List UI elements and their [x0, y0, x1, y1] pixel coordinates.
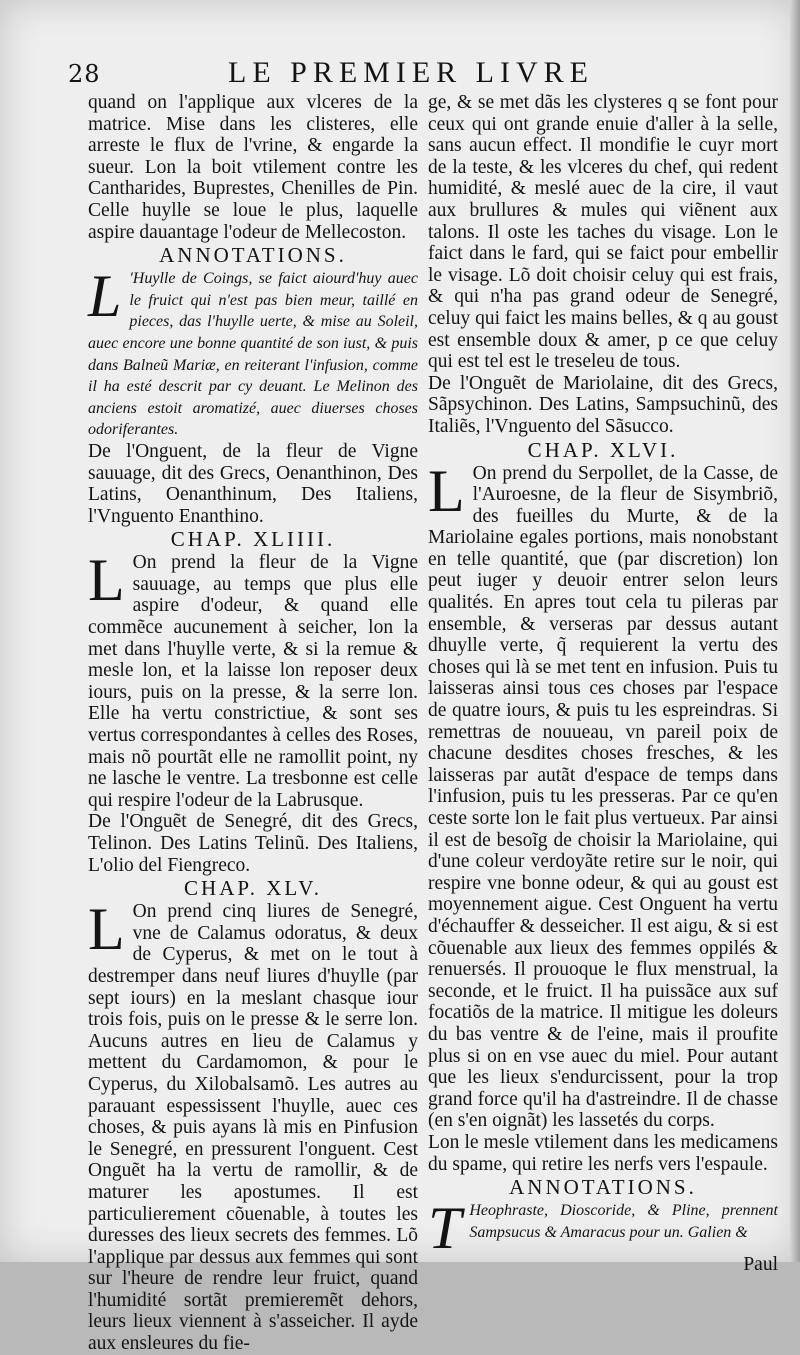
drop-cap: L: [88, 896, 125, 963]
drop-cap: L: [88, 263, 122, 330]
drop-cap: T: [428, 1195, 462, 1262]
left-paragraph-1: quand on l'applique aux vlceres de la matrice. Mise dans les clisteres, elle arreste le flux de l'vrine, & engarde la sueur. Lon la boit vtilement contre les Cantharides, Buprestes, Chenilles de Pin. Celle huylle se loue le plus, laquelle aspire dauantage l'odeur de Mellecoston.: [88, 92, 418, 243]
annotation-text: 'Huylle de Coings, se faict aiourd'huy auec le fruict qui n'est pas bien meur, taillé en pieces, das l'huylle uerte, & mise au Soleil, auec encore une bonne quantité de son iust, & puis dans Balneũ Mariæ, en reiterant l'infusion, comme il ha esté descrit par cy deuant. Le Melinon des anciens estoit aromatizé, auec diuerses choses odoriferantes.: [88, 270, 418, 439]
chapter-44-body: On prend la fleur de la Vigne sauuage, au temps que plus elle aspire d'odeur, & quand elle commẽce aucunement à seicher, lon la met dans l'huylle verte, & si la remue & mesle lon, et la laisse lon reposer deux iours, puis on la presse, & la serre lon. Elle ha vertu constrictiue, & sont ses vertus correspondantes à celles des Roses, mais nõ pourtãt elle ne ramollit point, ny ne lasche le ventre. La tresbonne est celle qui respire l'odeur de la Labrusque.: [88, 552, 418, 811]
page-number: 28: [68, 60, 101, 88]
chapter-45-text: [88, 896, 418, 1355]
oenanthe-title: De l'Onguent, de la fleur de Vigne sauuage, dit des Grecs, Oenanthinon, Des Latins, Oenanthinum, Des Italiens, l'Vnguento Enanthino.: [88, 440, 418, 527]
annotation-right: [428, 1195, 778, 1262]
annotations-heading-right: ANNOTATIONS.: [509, 1175, 697, 1200]
chapter-46-body: On prend du Serpollet, de la Casse, de l'Auroesne, de la fleur de Sisymbriõ, des fueilles du Murte, & de la Mariolaine egales portions, mais nonobstant en telle quantité, que (par discretion) lon peut iuger y deuoir entrer selon leurs qualités. En apres tout cela tu pileras par ensemble, & verseras par dessus autant dhuylle verte, q̃ requierent la vertu des choses qui là se met tent en infusion. Puis tu laisseras ainsi tous ces choses par l'espace de quatre iours, & puis tu les espreindras. Si remettras de nouueau, vn pareil poix de chacune desdites choses fresches, & les laisseras par autãt d'espace de temps dans l'infusion, puis tu les presseras. Par ce qu'en ceste sorte lon le fait plus vertueux. Par ainsi il est de besoĩg de choisir la Mariolaine, qui d'une coleur verdoyãte retire sur le noir, qui respire vne bonne odeur, & qui au goust est moyennement aigue. Cest Onguent ha vertu d'échauffer & desseicher. Il est aigu, & si est cõuenable aux lieux des femmes oppilés & renuersés. Il prouoque le flux menstrual, la seconde, et le fruict. Il ha puissãce aux suf focatiõs de la matrice. Il mitigue les doleurs du bas ventre & de l'eine, mais il proufite plus si on en vse auec du miel. Pour autant que les lieux s'endurcissent, pour la trop grand force qu'il ha d'astreindre. Il de chasse (en s'en oignãt) les lassetés du corps.: [428, 462, 778, 1132]
chapter-44-heading: CHAP. XLIIII.: [170, 527, 336, 552]
left-column: [88, 92, 418, 1355]
annotation-right-text: Heophraste, Dioscoride, & Pline, prennent Sampsucus & Amaracus pour un. Galien &: [469, 1202, 778, 1241]
page-gutter: [790, 0, 800, 1262]
right-column: [428, 92, 778, 1276]
annotations-heading-left: ANNOTATIONS.: [159, 243, 347, 268]
right-paragraph-1: ge, & se met dãs les clysteres q se font pour ceux qui ont grande enuie d'aller à la selle, sans aucun effect. Il mondifie le cuyr mort de la teste, & les vlceres du chef, qui redent humidité, & meslé auec de la cire, il vaut aux brullures & mules qui viẽnent aux talons. Il oste les taches du visage. Lon le faict dans le fard, qui se faict pour embellir le visage. Lõ doit choisir celuy qui est frais, & qui n'ha pas grand odeur de Senegré, celuy qui faict les mains belles, & q au goust est ensemble doux & amer, p ce que celuy qui est tel est le treseleu de tous.: [428, 92, 778, 373]
chapter-44-text: [88, 547, 418, 811]
running-title: LE PREMIER LIVRE: [228, 56, 594, 89]
telinon-title: De l'Onguẽt de Senegré, dit des Grecs, Telinon. Des Latins Telinũ. Des Italiens, L'olio del Fiengreco.: [88, 811, 418, 876]
drop-cap: L: [88, 547, 125, 614]
catchword: Paul: [743, 1254, 778, 1276]
annotation-left: [88, 263, 418, 441]
right-paragraph-last: Lon le mesle vtilement dans les medicamens du spame, qui retire les nerfs vers l'espaule.: [428, 1131, 778, 1175]
drop-cap: L: [428, 457, 465, 524]
chapter-46-text: [428, 457, 778, 1132]
sampsuchinon-title: De l'Onguẽt de Mariolaine, dit des Grecs, Sãpsychinon. Des Latins, Sampsuchinũ, des Italiẽs, l'Vnguento del Sãsucco.: [428, 372, 778, 437]
chapter-45-heading: CHAP. XLV.: [184, 876, 322, 901]
page-header: [68, 56, 768, 96]
chapter-45-body: On prend cinq liures de Senegré, vne de Calamus odoratus, & deux de Cyperus, & met on le tout à destremper dans neuf liures d'huylle (par sept iours) en la meslant chasque iour trois fois, puis on le presse & le serre lon. Aucuns autres en lieu de Calamus y mettent du Cardamomon, & pour le Cyperus, du Xilobalsamõ. Les autres au parauant espessissent l'huylle, auec ces choses, & puis ayans là mis en Pinfusion le Senegré, en pressurent l'onguent. Cest Onguẽt ha la vertu de ramollir, & de maturer les apostumes. Il est particulierement cõuenable, à toutes les duresses des lieux secrets des femmes. Lõ l'applique par dessus aux femmes qui sont sur l'heure de rendre leur fruict, quand l'humidité sortãt premieremẽt dehors, leurs lieux viennent à s'asseicher. Il ayde aux ensleures du fie-: [88, 901, 418, 1355]
chapter-46-heading: CHAP. XLVI.: [527, 437, 679, 462]
